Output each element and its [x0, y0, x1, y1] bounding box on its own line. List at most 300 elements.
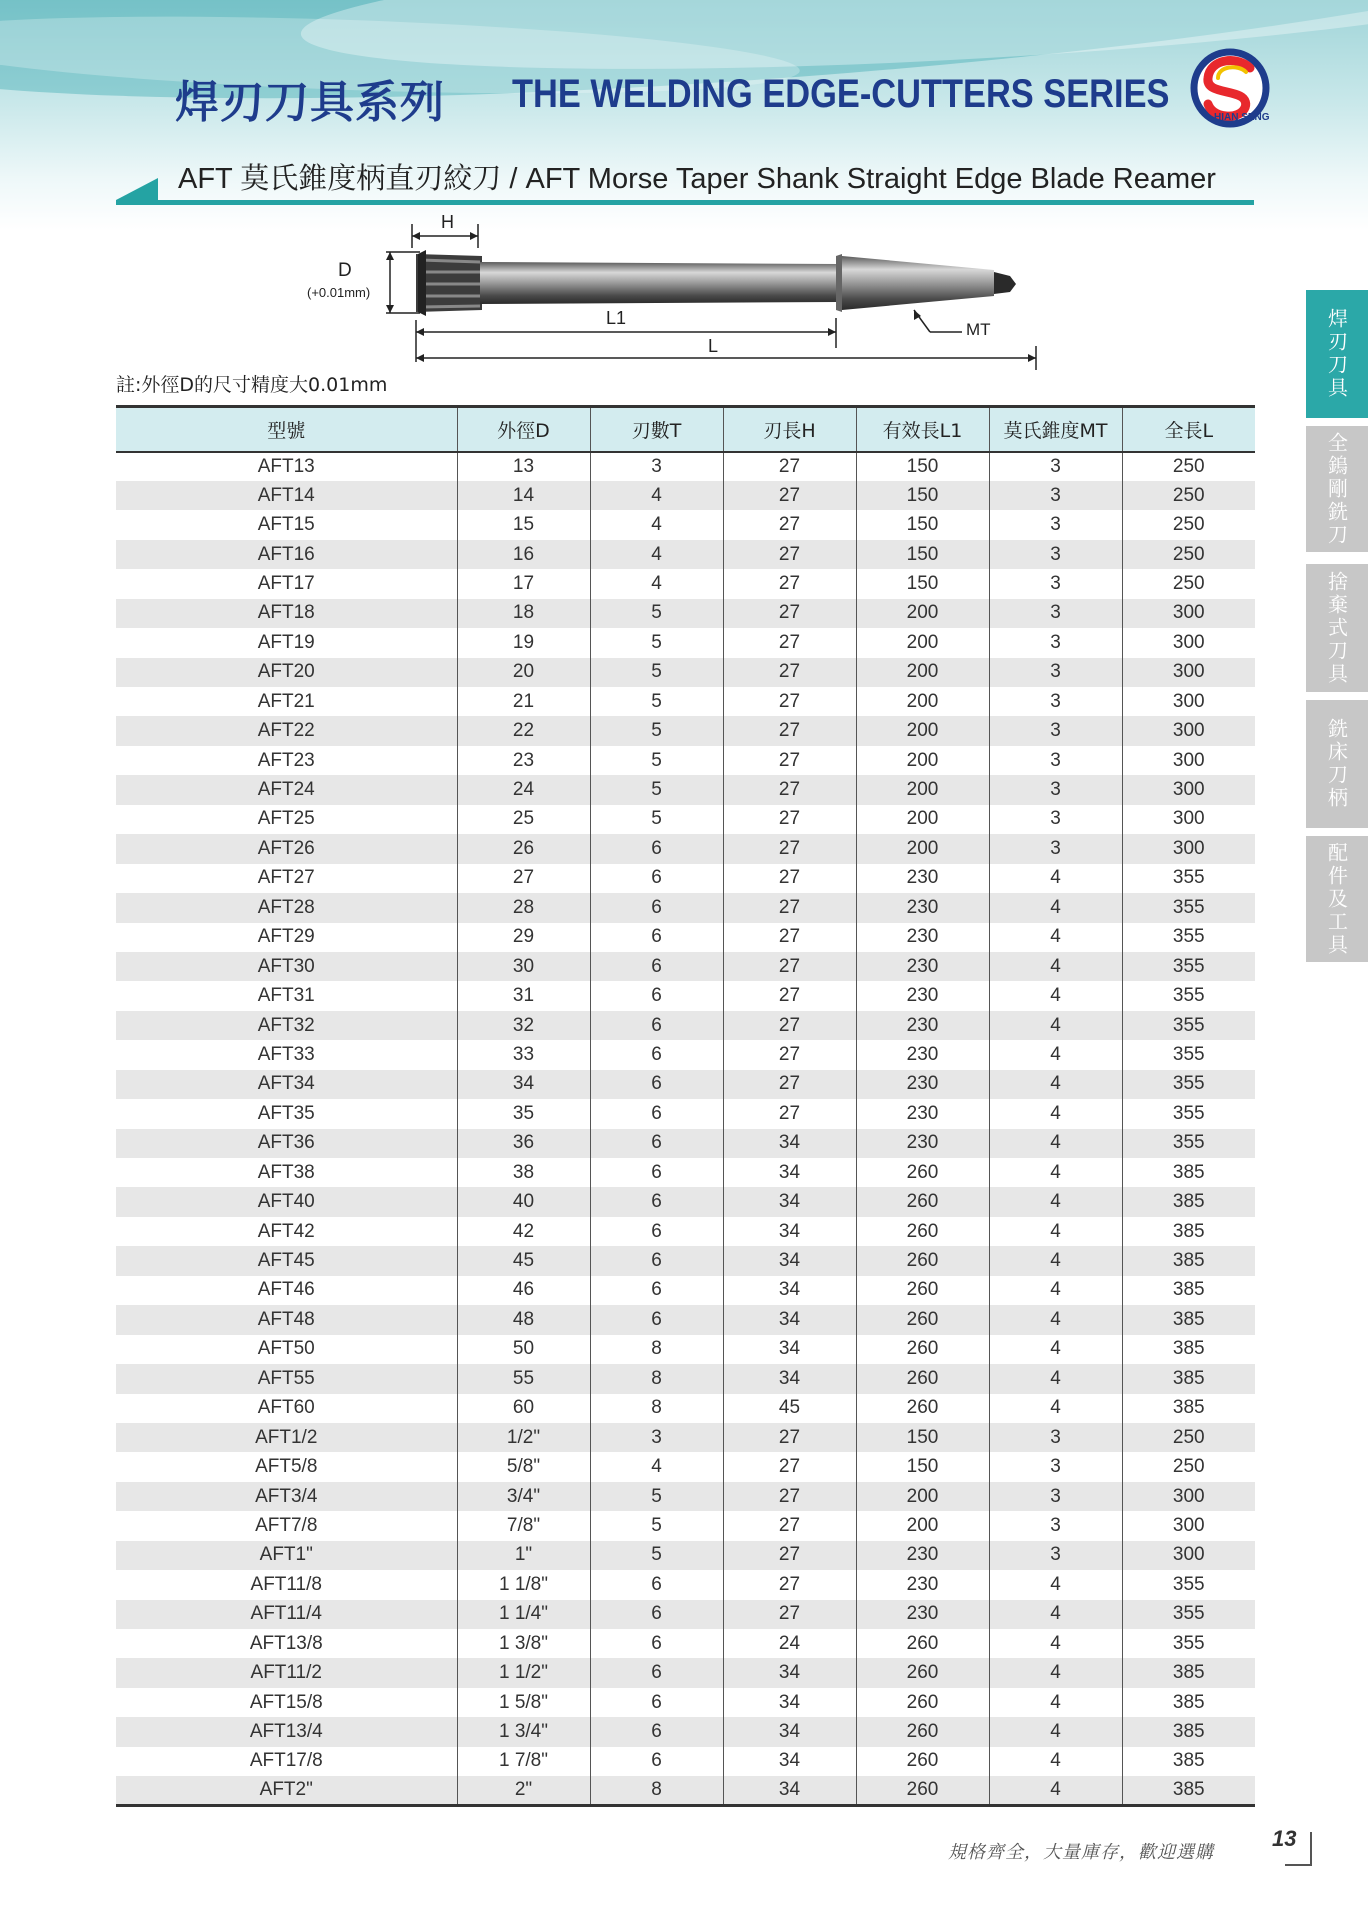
cell-flutes: 4	[590, 481, 723, 510]
cell-outer-diameter: 7/8"	[457, 1511, 590, 1540]
table-body	[116, 452, 1255, 1806]
cell-flutes: 6	[590, 1070, 723, 1099]
side-tab-tool-holders[interactable]: 銑床刀柄	[1306, 700, 1368, 828]
cell-blade-length: 34	[723, 1158, 856, 1187]
cell-morse-taper: 4	[989, 1099, 1122, 1128]
table-row	[116, 1217, 1255, 1246]
table-row	[116, 1011, 1255, 1040]
cell-outer-diameter: 5/8"	[457, 1452, 590, 1481]
subtitle-underline	[116, 200, 1254, 205]
cell-model: AFT23	[116, 746, 457, 775]
table-row	[116, 1452, 1255, 1481]
cell-model: AFT16	[116, 540, 457, 569]
cell-flutes: 5	[590, 687, 723, 716]
cell-overall-length: 250	[1172, 1456, 1205, 1478]
table-row	[116, 1335, 1255, 1364]
table-header-row	[116, 407, 1255, 452]
cell-model: AFT14	[116, 481, 457, 510]
cell-blade-length: 27	[723, 923, 856, 952]
cell-flutes: 6	[590, 1217, 723, 1246]
cell-effective-length: 260	[856, 1364, 989, 1393]
cell-outer-diameter: 2"	[457, 1776, 590, 1805]
cell-outer-diameter: 55	[457, 1364, 590, 1393]
cell-overall-length: 300	[1172, 749, 1205, 771]
table-row	[116, 510, 1255, 539]
cell-flutes: 6	[590, 1629, 723, 1658]
cell-overall-length: 300	[1122, 658, 1255, 687]
cell-model: AFT11/4	[116, 1600, 457, 1629]
cell-blade-length: 27	[723, 628, 856, 657]
series-title-chinese: 焊刃刀具系列	[175, 77, 445, 128]
header-morse-taper: 莫氏錐度MT	[989, 407, 1122, 452]
table-row	[116, 1658, 1255, 1687]
cell-overall-length: 355	[1172, 926, 1205, 948]
cell-effective-length: 150	[856, 481, 989, 510]
cell-outer-diameter: 20	[457, 658, 590, 687]
cell-effective-length: 260	[856, 1158, 989, 1187]
cell-morse-taper: 3	[989, 452, 1122, 481]
cell-morse-taper: 4	[989, 1276, 1122, 1305]
cell-model: AFT60	[116, 1394, 457, 1423]
cell-outer-diameter: 36	[457, 1129, 590, 1158]
cell-morse-taper: 3	[989, 805, 1122, 834]
cell-flutes: 6	[590, 1276, 723, 1305]
table-row	[116, 658, 1255, 687]
cell-model: AFT55	[116, 1364, 457, 1393]
cell-flutes: 8	[590, 1364, 723, 1393]
cell-overall-length: 385	[1172, 1750, 1205, 1772]
dim-label-d: D	[338, 260, 352, 281]
cell-effective-length: 200	[856, 658, 989, 687]
cell-flutes: 4	[590, 510, 723, 539]
cell-overall-length: 250	[1122, 481, 1255, 510]
cell-blade-length: 34	[723, 1129, 856, 1158]
cell-flutes: 5	[590, 658, 723, 687]
cell-flutes: 6	[590, 864, 723, 893]
cell-blade-length: 24	[723, 1629, 856, 1658]
dim-label-l1: L1	[606, 308, 627, 328]
cell-morse-taper: 4	[989, 1658, 1122, 1687]
cell-morse-taper: 3	[989, 1423, 1122, 1452]
cell-model: AFT15/8	[116, 1688, 457, 1717]
cell-outer-diameter: 29	[457, 923, 590, 952]
cell-morse-taper: 3	[989, 658, 1122, 687]
page-number: 13	[1272, 1826, 1297, 1851]
cell-outer-diameter: 1 5/8"	[457, 1688, 590, 1717]
cell-outer-diameter: 17	[457, 569, 590, 598]
cell-morse-taper: 4	[989, 1040, 1122, 1069]
side-tab-accessories[interactable]: 配件及工具	[1306, 836, 1368, 962]
cell-overall-length: 300	[1122, 599, 1255, 628]
cell-effective-length: 230	[856, 1011, 989, 1040]
cell-morse-taper: 3	[989, 510, 1122, 539]
cell-blade-length: 27	[723, 540, 856, 569]
table-row	[116, 1570, 1255, 1599]
cell-flutes: 6	[590, 952, 723, 981]
cell-flutes: 6	[590, 1099, 723, 1128]
cell-model: AFT35	[116, 1099, 457, 1128]
dim-label-h: H	[441, 212, 454, 232]
cell-morse-taper: 3	[989, 775, 1122, 804]
cell-overall-length: 355	[1122, 1070, 1255, 1099]
cell-flutes: 6	[590, 1717, 723, 1746]
cell-overall-length: 385	[1122, 1717, 1255, 1746]
cell-blade-length: 45	[723, 1394, 856, 1423]
cell-flutes: 8	[590, 1394, 723, 1423]
cell-effective-length: 260	[856, 1276, 989, 1305]
dim-label-l: L	[708, 336, 719, 356]
cell-model: AFT27	[116, 864, 457, 893]
cell-model: AFT7/8	[116, 1511, 457, 1540]
table-row	[116, 864, 1255, 893]
cell-effective-length: 230	[856, 1541, 989, 1570]
table-row	[116, 452, 1255, 481]
cell-outer-diameter: 1"	[457, 1541, 590, 1570]
cell-overall-length: 385	[1172, 1220, 1205, 1242]
table-row	[116, 981, 1255, 1010]
cell-outer-diameter: 26	[457, 834, 590, 863]
cell-overall-length: 385	[1122, 1187, 1255, 1216]
table-row	[116, 481, 1255, 510]
cell-effective-length: 260	[856, 1658, 989, 1687]
reamer-diagram	[290, 210, 1050, 370]
cell-model: AFT5/8	[116, 1452, 457, 1481]
table-row	[116, 628, 1255, 657]
cell-blade-length: 27	[723, 569, 856, 598]
table-row	[116, 1688, 1255, 1717]
cell-overall-length: 300	[1122, 716, 1255, 745]
cell-blade-length: 27	[723, 805, 856, 834]
cell-model: AFT25	[116, 805, 457, 834]
cell-blade-length: 27	[723, 1541, 856, 1570]
table-row	[116, 1276, 1255, 1305]
cell-overall-length: 385	[1172, 1691, 1205, 1713]
cell-effective-length: 150	[856, 540, 989, 569]
cell-effective-length: 200	[856, 1482, 989, 1511]
cell-outer-diameter: 50	[457, 1335, 590, 1364]
cell-morse-taper: 3	[989, 1482, 1122, 1511]
cell-blade-length: 27	[723, 864, 856, 893]
cell-flutes: 6	[590, 834, 723, 863]
cell-overall-length: 250	[1122, 1423, 1255, 1452]
cell-outer-diameter: 34	[457, 1070, 590, 1099]
cell-flutes: 3	[590, 1423, 723, 1452]
table-row	[116, 1629, 1255, 1658]
cell-outer-diameter: 14	[457, 481, 590, 510]
cell-flutes: 6	[590, 1158, 723, 1187]
cell-effective-length: 230	[856, 1040, 989, 1069]
cell-outer-diameter: 1 3/4"	[457, 1717, 590, 1746]
cell-model: AFT19	[116, 628, 457, 657]
cell-overall-length: 355	[1172, 1632, 1205, 1654]
cell-overall-length: 385	[1122, 1364, 1255, 1393]
header-effective-length: 有效長L1	[856, 407, 989, 452]
cell-effective-length: 150	[856, 1452, 989, 1481]
cell-overall-length: 250	[1172, 572, 1205, 594]
cell-blade-length: 27	[723, 510, 856, 539]
cell-overall-length: 385	[1172, 1279, 1205, 1301]
cell-effective-length: 230	[856, 864, 989, 893]
cell-overall-length: 300	[1122, 775, 1255, 804]
cell-outer-diameter: 40	[457, 1187, 590, 1216]
header-outer-diameter: 外徑D	[457, 407, 590, 452]
table-row	[116, 716, 1255, 745]
cell-outer-diameter: 48	[457, 1305, 590, 1334]
cell-morse-taper: 4	[989, 1364, 1122, 1393]
cell-morse-taper: 3	[989, 1511, 1122, 1540]
cell-flutes: 3	[590, 452, 723, 481]
cell-flutes: 6	[590, 1246, 723, 1275]
cell-flutes: 6	[590, 1011, 723, 1040]
cell-effective-length: 260	[856, 1747, 989, 1776]
cell-flutes: 4	[590, 569, 723, 598]
table-row	[116, 952, 1255, 981]
side-tab-welding-cutters[interactable]: 焊刃刀具	[1306, 290, 1368, 418]
cell-effective-length: 200	[856, 1511, 989, 1540]
cell-effective-length: 260	[856, 1246, 989, 1275]
cell-blade-length: 27	[723, 1452, 856, 1481]
cell-overall-length: 385	[1122, 1658, 1255, 1687]
cell-effective-length: 230	[856, 893, 989, 922]
cell-overall-length: 355	[1122, 1600, 1255, 1629]
table-row	[116, 1747, 1255, 1776]
cell-effective-length: 200	[856, 805, 989, 834]
cell-flutes: 4	[590, 540, 723, 569]
cell-blade-length: 34	[723, 1688, 856, 1717]
cell-effective-length: 260	[856, 1394, 989, 1423]
cell-effective-length: 200	[856, 628, 989, 657]
cell-effective-length: 230	[856, 1099, 989, 1128]
cell-overall-length: 385	[1122, 1305, 1255, 1334]
cell-outer-diameter: 24	[457, 775, 590, 804]
cell-model: AFT1"	[116, 1541, 457, 1570]
cell-outer-diameter: 35	[457, 1099, 590, 1128]
cell-effective-length: 150	[856, 452, 989, 481]
table-row	[116, 923, 1255, 952]
cell-model: AFT3/4	[116, 1482, 457, 1511]
cell-outer-diameter: 1 1/8"	[457, 1570, 590, 1599]
cell-overall-length: 355	[1172, 1573, 1205, 1595]
footer-slogan: 規格齊全，大量庫存，歡迎選購	[948, 1842, 1214, 1863]
cell-blade-length: 27	[723, 599, 856, 628]
table-row	[116, 599, 1255, 628]
page-corner-mark-h	[1285, 1864, 1312, 1866]
cell-model: AFT11/8	[116, 1570, 457, 1599]
dim-label-tolerance: (+0.01mm)	[307, 285, 371, 300]
cell-model: AFT17/8	[116, 1747, 457, 1776]
cell-blade-length: 27	[723, 1040, 856, 1069]
table-row	[116, 1511, 1255, 1540]
cell-outer-diameter: 27	[457, 864, 590, 893]
cell-morse-taper: 4	[989, 1187, 1122, 1216]
specification-table	[116, 405, 1255, 1807]
cell-outer-diameter: 15	[457, 510, 590, 539]
cell-outer-diameter: 1 7/8"	[457, 1747, 590, 1776]
cell-morse-taper: 4	[989, 1717, 1122, 1746]
cell-outer-diameter: 31	[457, 981, 590, 1010]
cell-overall-length: 355	[1172, 867, 1205, 889]
table-row	[116, 1423, 1255, 1452]
header-overall-length: 全長L	[1122, 407, 1255, 452]
cell-morse-taper: 4	[989, 1688, 1122, 1717]
cell-morse-taper: 4	[989, 1246, 1122, 1275]
cell-outer-diameter: 19	[457, 628, 590, 657]
reamer-illustration	[290, 210, 1050, 370]
cell-outer-diameter: 21	[457, 687, 590, 716]
cell-morse-taper: 3	[989, 540, 1122, 569]
cell-model: AFT22	[116, 716, 457, 745]
cell-flutes: 5	[590, 599, 723, 628]
table-row	[116, 1600, 1255, 1629]
cell-morse-taper: 4	[989, 864, 1122, 893]
cell-outer-diameter: 22	[457, 716, 590, 745]
cell-model: AFT28	[116, 893, 457, 922]
page-corner-mark	[1310, 1832, 1312, 1866]
cell-morse-taper: 3	[989, 716, 1122, 745]
cell-effective-length: 200	[856, 599, 989, 628]
table-row	[116, 834, 1255, 863]
cell-effective-length: 200	[856, 716, 989, 745]
cell-blade-length: 27	[723, 1511, 856, 1540]
table-row	[116, 1099, 1255, 1128]
cell-effective-length: 150	[856, 1423, 989, 1452]
cell-model: AFT21	[116, 687, 457, 716]
cell-blade-length: 34	[723, 1776, 856, 1805]
cell-effective-length: 260	[856, 1776, 989, 1805]
cell-morse-taper: 3	[989, 599, 1122, 628]
cell-morse-taper: 4	[989, 1011, 1122, 1040]
cell-morse-taper: 4	[989, 893, 1122, 922]
cell-outer-diameter: 33	[457, 1040, 590, 1069]
table-row	[116, 1040, 1255, 1069]
cell-overall-length: 355	[1172, 985, 1205, 1007]
cell-model: AFT36	[116, 1129, 457, 1158]
cell-outer-diameter: 16	[457, 540, 590, 569]
cell-blade-length: 34	[723, 1187, 856, 1216]
cell-overall-length: 300	[1122, 1482, 1255, 1511]
cell-effective-length: 230	[856, 1070, 989, 1099]
table-row	[116, 1246, 1255, 1275]
cell-morse-taper: 4	[989, 1217, 1122, 1246]
series-title-english: THE WELDING EDGE-CUTTERS SERIES	[512, 72, 1170, 116]
cell-effective-length: 230	[856, 952, 989, 981]
cell-morse-taper: 4	[989, 1570, 1122, 1599]
table-row	[116, 1070, 1255, 1099]
cell-flutes: 5	[590, 746, 723, 775]
cell-flutes: 5	[590, 775, 723, 804]
cell-blade-length: 27	[723, 981, 856, 1010]
side-tab-indexable-tools[interactable]: 捨棄式刀具	[1306, 564, 1368, 692]
header-blade-length: 刃長H	[723, 407, 856, 452]
cell-flutes: 6	[590, 1600, 723, 1629]
cell-overall-length: 355	[1122, 952, 1255, 981]
table-row	[116, 1158, 1255, 1187]
cell-morse-taper: 4	[989, 1129, 1122, 1158]
dim-label-mt: MT	[966, 320, 991, 339]
table-row	[116, 1305, 1255, 1334]
cell-effective-length: 260	[856, 1335, 989, 1364]
cell-blade-length: 34	[723, 1276, 856, 1305]
cell-model: AFT17	[116, 569, 457, 598]
cell-effective-length: 150	[856, 510, 989, 539]
cell-model: AFT29	[116, 923, 457, 952]
table-row	[116, 1187, 1255, 1216]
cell-morse-taper: 4	[989, 923, 1122, 952]
table-row	[116, 687, 1255, 716]
cell-flutes: 5	[590, 628, 723, 657]
cell-outer-diameter: 28	[457, 893, 590, 922]
cell-flutes: 6	[590, 1747, 723, 1776]
cell-outer-diameter: 32	[457, 1011, 590, 1040]
cell-outer-diameter: 1 1/2"	[457, 1658, 590, 1687]
cell-blade-length: 34	[723, 1217, 856, 1246]
table-row	[116, 1482, 1255, 1511]
cell-blade-length: 27	[723, 1099, 856, 1128]
cell-overall-length: 250	[1122, 540, 1255, 569]
cell-effective-length: 230	[856, 1570, 989, 1599]
cell-blade-length: 27	[723, 687, 856, 716]
cell-model: AFT33	[116, 1040, 457, 1069]
cell-outer-diameter: 1 1/4"	[457, 1600, 590, 1629]
cell-overall-length: 355	[1122, 1011, 1255, 1040]
cell-model: AFT32	[116, 1011, 457, 1040]
product-subtitle: AFT 莫氏錐度柄直刃絞刀 / AFT Morse Taper Shank Straight Edge Blade Reamer	[178, 163, 1216, 195]
cell-morse-taper: 4	[989, 1335, 1122, 1364]
table-row	[116, 746, 1255, 775]
cell-blade-length: 27	[723, 1600, 856, 1629]
cell-overall-length: 300	[1122, 834, 1255, 863]
cell-effective-length: 260	[856, 1629, 989, 1658]
cell-morse-taper: 4	[989, 1600, 1122, 1629]
cell-blade-length: 34	[723, 1747, 856, 1776]
cell-model: AFT2"	[116, 1776, 457, 1805]
side-tab-carbide-mills[interactable]: 全鎢剛銑刀	[1306, 426, 1368, 552]
cell-model: AFT18	[116, 599, 457, 628]
cell-outer-diameter: 13	[457, 452, 590, 481]
cell-overall-length: 385	[1172, 1161, 1205, 1183]
cell-model: AFT50	[116, 1335, 457, 1364]
table-row	[116, 1394, 1255, 1423]
cell-overall-length: 355	[1122, 1129, 1255, 1158]
cell-flutes: 6	[590, 923, 723, 952]
cell-model: AFT38	[116, 1158, 457, 1187]
cell-model: AFT40	[116, 1187, 457, 1216]
cell-morse-taper: 3	[989, 834, 1122, 863]
cell-flutes: 6	[590, 1305, 723, 1334]
cell-model: AFT48	[116, 1305, 457, 1334]
cell-effective-length: 260	[856, 1187, 989, 1216]
cell-blade-length: 27	[723, 1423, 856, 1452]
cell-overall-length: 385	[1122, 1246, 1255, 1275]
cell-overall-length: 385	[1172, 1338, 1205, 1360]
cell-model: AFT13/8	[116, 1629, 457, 1658]
cell-flutes: 5	[590, 1482, 723, 1511]
table-row	[116, 569, 1255, 598]
cell-morse-taper: 4	[989, 981, 1122, 1010]
cell-effective-length: 230	[856, 1600, 989, 1629]
cell-blade-length: 27	[723, 952, 856, 981]
cell-morse-taper: 3	[989, 1541, 1122, 1570]
cell-morse-taper: 4	[989, 1394, 1122, 1423]
cell-effective-length: 200	[856, 687, 989, 716]
cell-effective-length: 200	[856, 834, 989, 863]
cell-overall-length: 300	[1172, 808, 1205, 830]
cell-effective-length: 260	[856, 1717, 989, 1746]
cell-flutes: 6	[590, 1040, 723, 1069]
cell-outer-diameter: 1 3/8"	[457, 1629, 590, 1658]
cell-overall-length: 300	[1122, 1541, 1255, 1570]
cell-morse-taper: 3	[989, 481, 1122, 510]
